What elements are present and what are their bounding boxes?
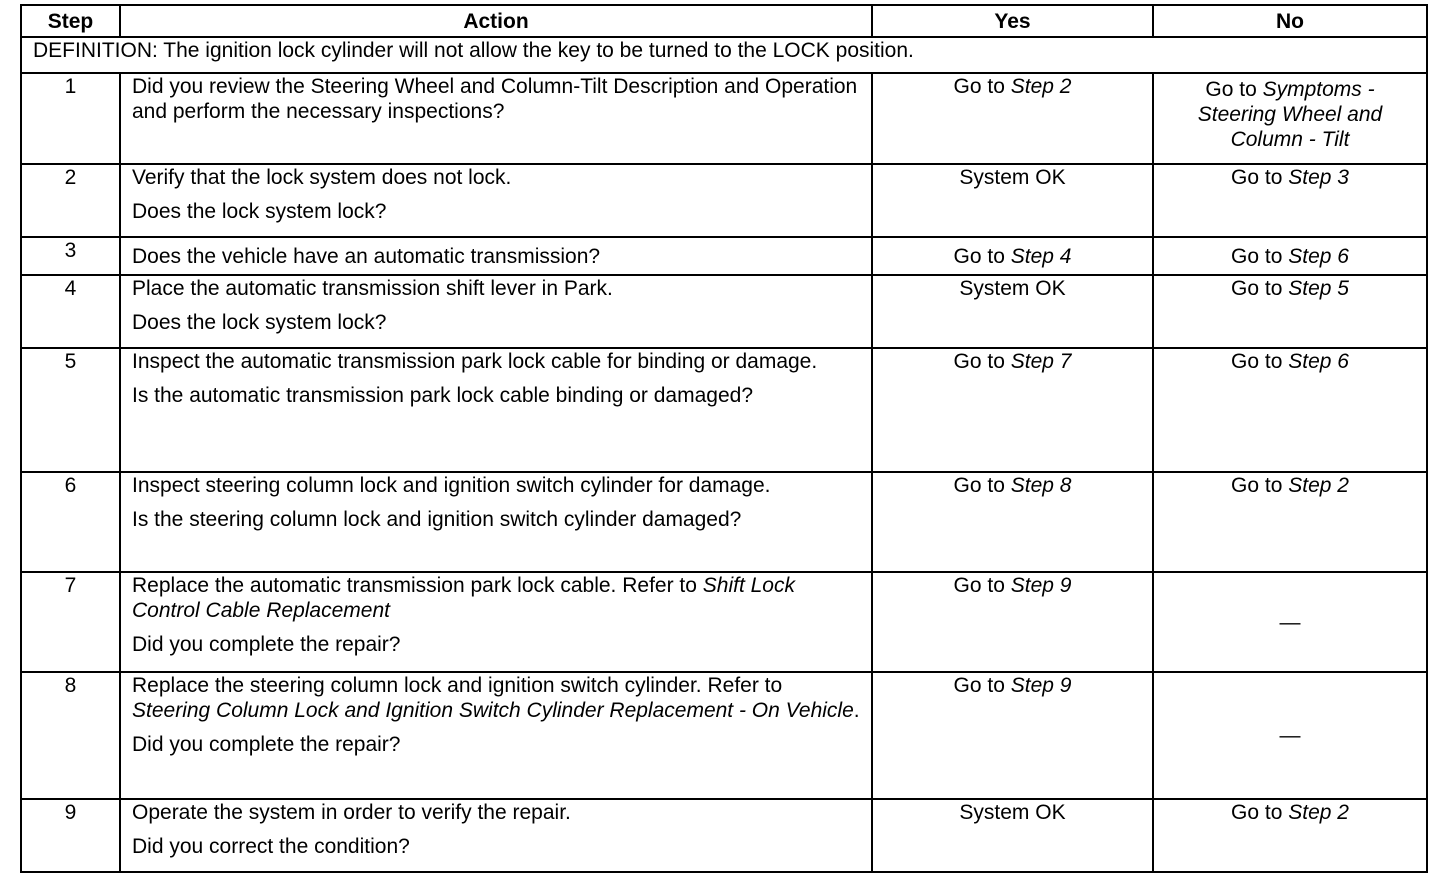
- no-step-link[interactable]: Step 3: [1288, 166, 1349, 189]
- action-cell: [120, 237, 872, 275]
- action-cell: [120, 164, 872, 237]
- yes-cell: System OK: [872, 275, 1153, 348]
- yes-cell: System OK: [872, 799, 1153, 872]
- yes-cell: [872, 672, 1153, 799]
- yes-prefix: Go to: [953, 674, 1011, 697]
- action-cell: [120, 275, 872, 348]
- no-step-link[interactable]: Step 5: [1288, 277, 1349, 300]
- header-no: No: [1153, 5, 1427, 37]
- no-cell: —: [1153, 672, 1427, 799]
- table-row: [21, 164, 1427, 237]
- definition-text: DEFINITION: The ignition lock cylinder will not allow the key to be turned to the LOCK position.: [21, 37, 1427, 73]
- no-cell: [1153, 348, 1427, 472]
- action-text: Operate the system in order to verify the repair.: [132, 801, 571, 824]
- yes-cell: [872, 572, 1153, 672]
- action-question: Did you correct the condition?: [132, 835, 410, 858]
- no-cell: [1153, 275, 1427, 348]
- yes-prefix: Go to: [953, 75, 1011, 98]
- no-cell: [1153, 73, 1427, 164]
- table-row: [21, 275, 1427, 348]
- no-cell: [1153, 799, 1427, 872]
- no-cell: [1153, 237, 1427, 275]
- action-text: [132, 573, 860, 623]
- definition-row: [21, 37, 1427, 73]
- no-prefix: Go to: [1205, 78, 1263, 101]
- table-row: [21, 799, 1427, 872]
- step-number: 3: [21, 237, 120, 275]
- yes-prefix: Go to: [953, 574, 1011, 597]
- yes-step-link[interactable]: Step 9: [1010, 674, 1072, 697]
- table-row: [21, 237, 1427, 275]
- step-number: 6: [21, 472, 120, 572]
- action-question: Did you complete the repair?: [132, 733, 401, 756]
- action-text: Verify that the lock system does not lock.: [132, 166, 512, 189]
- yes-cell: System OK: [872, 164, 1153, 237]
- no-prefix: Go to: [1231, 801, 1289, 824]
- action-cell: [120, 472, 872, 572]
- header-step: Step: [21, 5, 120, 37]
- no-prefix: Go to: [1231, 244, 1289, 268]
- action-cell: [120, 672, 872, 799]
- action-text: Inspect the automatic transmission park lock cable for binding or damage.: [132, 350, 818, 373]
- table-row: [21, 672, 1427, 799]
- action-cell: [120, 572, 872, 672]
- no-cell: [1153, 164, 1427, 237]
- action-cell: [120, 799, 872, 872]
- no-cell: [1153, 472, 1427, 572]
- action-question: Does the lock system lock?: [132, 200, 387, 223]
- step-number: 9: [21, 799, 120, 872]
- no-prefix: Go to: [1231, 350, 1289, 373]
- step-number: 5: [21, 348, 120, 472]
- no-step-link[interactable]: Step 6: [1288, 244, 1349, 268]
- action-cell: [120, 73, 872, 164]
- action-text: Place the automatic transmission shift lever in Park.: [132, 277, 613, 300]
- header-action: Action: [120, 5, 872, 37]
- yes-step-link[interactable]: Step 2: [1010, 75, 1072, 98]
- yes-cell: [872, 348, 1153, 472]
- step-number: 2: [21, 164, 120, 237]
- step-number: 8: [21, 672, 120, 799]
- table-row: [21, 572, 1427, 672]
- no-prefix: Go to: [1231, 277, 1289, 300]
- yes-step-link[interactable]: Step 4: [1010, 244, 1072, 268]
- action-question: Did you complete the repair?: [132, 633, 401, 656]
- header-row: [21, 5, 1427, 37]
- procedure-link[interactable]: Shift Lock Control Cable Replacement: [132, 574, 795, 622]
- no-prefix: Go to: [1231, 166, 1289, 189]
- action-cell: [120, 348, 872, 472]
- no-step-link[interactable]: Step 6: [1288, 350, 1349, 373]
- yes-step-link[interactable]: Step 9: [1010, 574, 1072, 597]
- no-symptoms-link[interactable]: Symptoms - Steering Wheel and Column - Tilt: [1197, 78, 1383, 151]
- step-number: 1: [21, 73, 120, 164]
- yes-cell: [872, 472, 1153, 572]
- action-text: Inspect steering column lock and ignition switch cylinder for damage.: [132, 474, 771, 497]
- no-cell: —: [1153, 572, 1427, 672]
- action-text-suffix: .: [853, 699, 860, 722]
- step-number: 7: [21, 572, 120, 672]
- action-text-prefix: Replace the steering column lock and ignition switch cylinder. Refer to: [132, 674, 783, 697]
- action-question: Does the vehicle have an automatic transmission?: [132, 244, 601, 268]
- action-text-prefix: Replace the automatic transmission park lock cable. Refer to: [132, 574, 703, 597]
- header-yes: Yes: [872, 5, 1153, 37]
- table-row: [21, 472, 1427, 572]
- yes-prefix: Go to: [953, 474, 1011, 497]
- action-question: Is the automatic transmission park lock cable binding or damaged?: [132, 384, 753, 407]
- action-text: Did you review the Steering Wheel and Column-Tilt Description and Operation and perform the necessary inspections?: [132, 75, 858, 123]
- step-number: 4: [21, 275, 120, 348]
- yes-prefix: Go to: [953, 350, 1011, 373]
- action-question: Is the steering column lock and ignition switch cylinder damaged?: [132, 508, 742, 531]
- action-question: Does the lock system lock?: [132, 311, 387, 334]
- yes-step-link[interactable]: Step 8: [1010, 474, 1072, 497]
- action-text: [132, 673, 860, 723]
- yes-cell: [872, 73, 1153, 164]
- diagnostic-page: [20, 4, 1426, 873]
- procedure-link[interactable]: Steering Column Lock and Ignition Switch Cylinder Replacement - On Vehicle: [132, 699, 854, 722]
- diagnostic-table: [20, 4, 1428, 873]
- no-prefix: Go to: [1231, 474, 1289, 497]
- yes-step-link[interactable]: Step 7: [1010, 350, 1072, 373]
- no-step-link[interactable]: Step 2: [1288, 474, 1349, 497]
- yes-prefix: Go to: [953, 244, 1011, 268]
- yes-cell: [872, 237, 1153, 275]
- table-row: [21, 73, 1427, 164]
- no-step-link[interactable]: Step 2: [1288, 801, 1349, 824]
- table-row: [21, 348, 1427, 472]
